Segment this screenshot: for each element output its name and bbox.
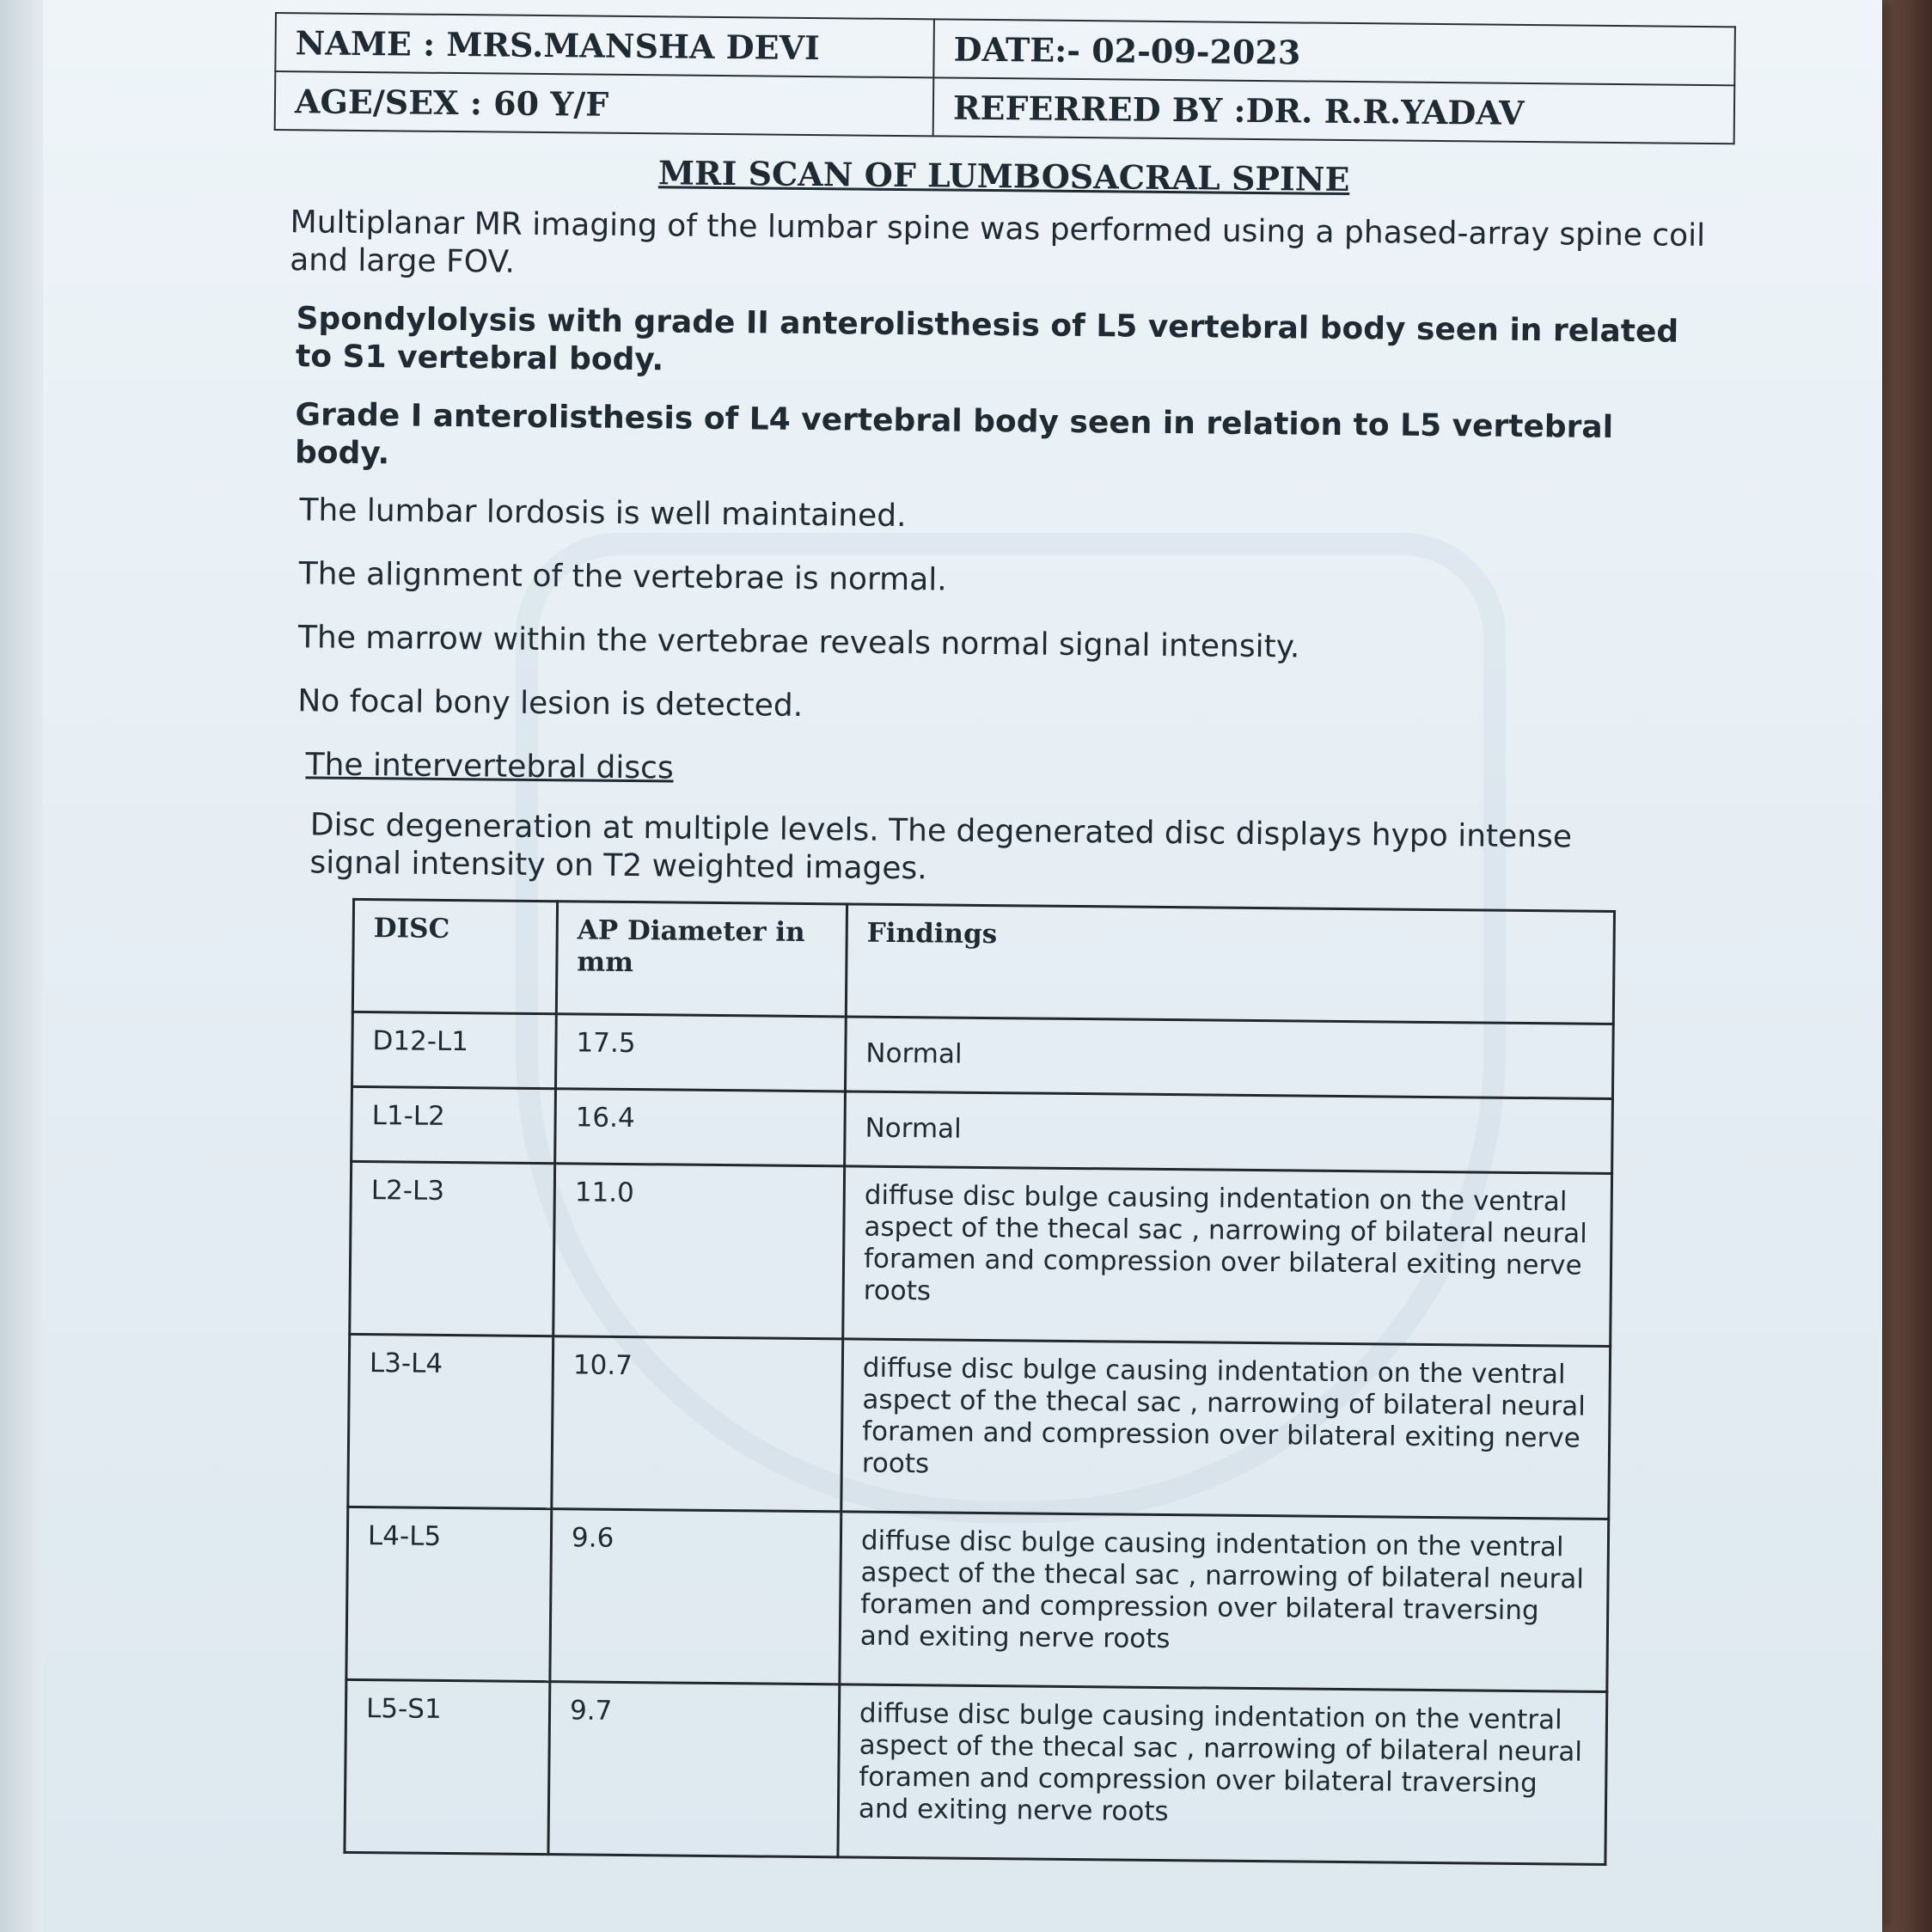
patient-name: NAME : MRS.MANSHA DEVI — [275, 13, 934, 77]
finding-spondylolysis: Spondylolysis with grade II anterolisthesis of L5 vertebral body seen in related to S1 vertebral body. — [295, 301, 1679, 378]
column-header-findings: Findings — [846, 904, 1614, 1024]
ap-diameter-cell: 11.0 — [553, 1163, 845, 1338]
report-date: DATE:- 02-09-2023 — [933, 19, 1735, 85]
discs-paragraph: Disc degeneration at multiple levels. The degenerated disc displays hypo intense signal intensity on T2 weighted images. — [309, 807, 1573, 887]
table-row — [348, 1334, 1611, 1519]
findings-cell: Normal — [845, 1017, 1613, 1099]
findings-cell: Normal — [845, 1091, 1613, 1174]
disc-cell: L4-L5 — [346, 1507, 552, 1681]
disc-cell: L2-L3 — [350, 1161, 555, 1336]
report-content — [257, 12, 1735, 1867]
ap-diameter-cell: 9.7 — [548, 1681, 840, 1856]
intro-paragraph: Multiplanar MR imaging of the lumbar spine was performed using a phased-array spine coil and large FOV. — [290, 205, 1706, 280]
disc-cell: D12-L1 — [352, 1012, 557, 1088]
marrow-line: The marrow within the vertebrae reveals normal signal intensity. — [297, 620, 1300, 665]
lordosis-line: The lumbar lordosis is well maintained. — [299, 492, 907, 535]
alignment-line: The alignment of the vertebrae is normal. — [298, 556, 947, 598]
ap-diameter-cell: 10.7 — [552, 1336, 843, 1511]
findings-cell: diffuse disc bulge causing indentation on the ventral aspect of the thecal sac , narrowing of bilateral neural foramen and compression over bilateral exiting nerve roots — [843, 1166, 1612, 1347]
table-row — [346, 1507, 1609, 1691]
referring-doctor: REFERRED BY :DR. R.R.YADAV — [933, 77, 1735, 144]
table-row — [352, 1086, 1613, 1173]
column-header-disc: DISC — [352, 899, 557, 1013]
finding-anterolisthesis-l4: Grade I anterolisthesis of L4 vertebral body seen in relation to L5 vertebral body. — [294, 396, 1614, 471]
findings-cell: diffuse disc bulge causing indentation on the ventral aspect of the thecal sac , narrowing of bilateral neural foramen and compression over bilateral exiting nerve roots — [841, 1339, 1611, 1519]
table-row — [350, 1161, 1612, 1346]
table-row — [345, 1679, 1607, 1864]
ap-diameter-cell: 16.4 — [555, 1088, 846, 1165]
disc-cell: L1-L2 — [352, 1086, 556, 1163]
patient-age-sex: AGE/SEX : 60 Y/F — [275, 71, 934, 136]
findings-cell: diffuse disc bulge causing indentation on the ventral aspect of the thecal sac , narrowing of bilateral neural foramen and compression over bilateral traversing and exiting nerve roots — [840, 1512, 1609, 1692]
table-header-row — [352, 899, 1614, 1024]
table-row — [352, 1012, 1614, 1098]
disc-cell: L5-S1 — [345, 1679, 550, 1854]
page-edge — [0, 0, 43, 1932]
discs-heading: The intervertebral discs — [305, 747, 674, 786]
ap-diameter-cell: 9.6 — [550, 1508, 841, 1684]
bony-lesion-line: No focal bony lesion is detected. — [297, 683, 804, 724]
column-header-ap-diameter: AP Diameter in mm — [556, 901, 847, 1016]
disc-cell: L3-L4 — [348, 1334, 553, 1508]
disc-findings-table — [343, 898, 1616, 1866]
patient-header-table — [274, 12, 1736, 144]
findings-cell: diffuse disc bulge causing indentation on the ventral aspect of the thecal sac , narrowing of bilateral neural foramen and compression over bilateral traversing and exiting nerve roots — [838, 1684, 1607, 1865]
ap-diameter-cell: 17.5 — [555, 1013, 846, 1091]
report-title: MRI SCAN OF LUMBOSACRAL SPINE — [657, 153, 1350, 199]
